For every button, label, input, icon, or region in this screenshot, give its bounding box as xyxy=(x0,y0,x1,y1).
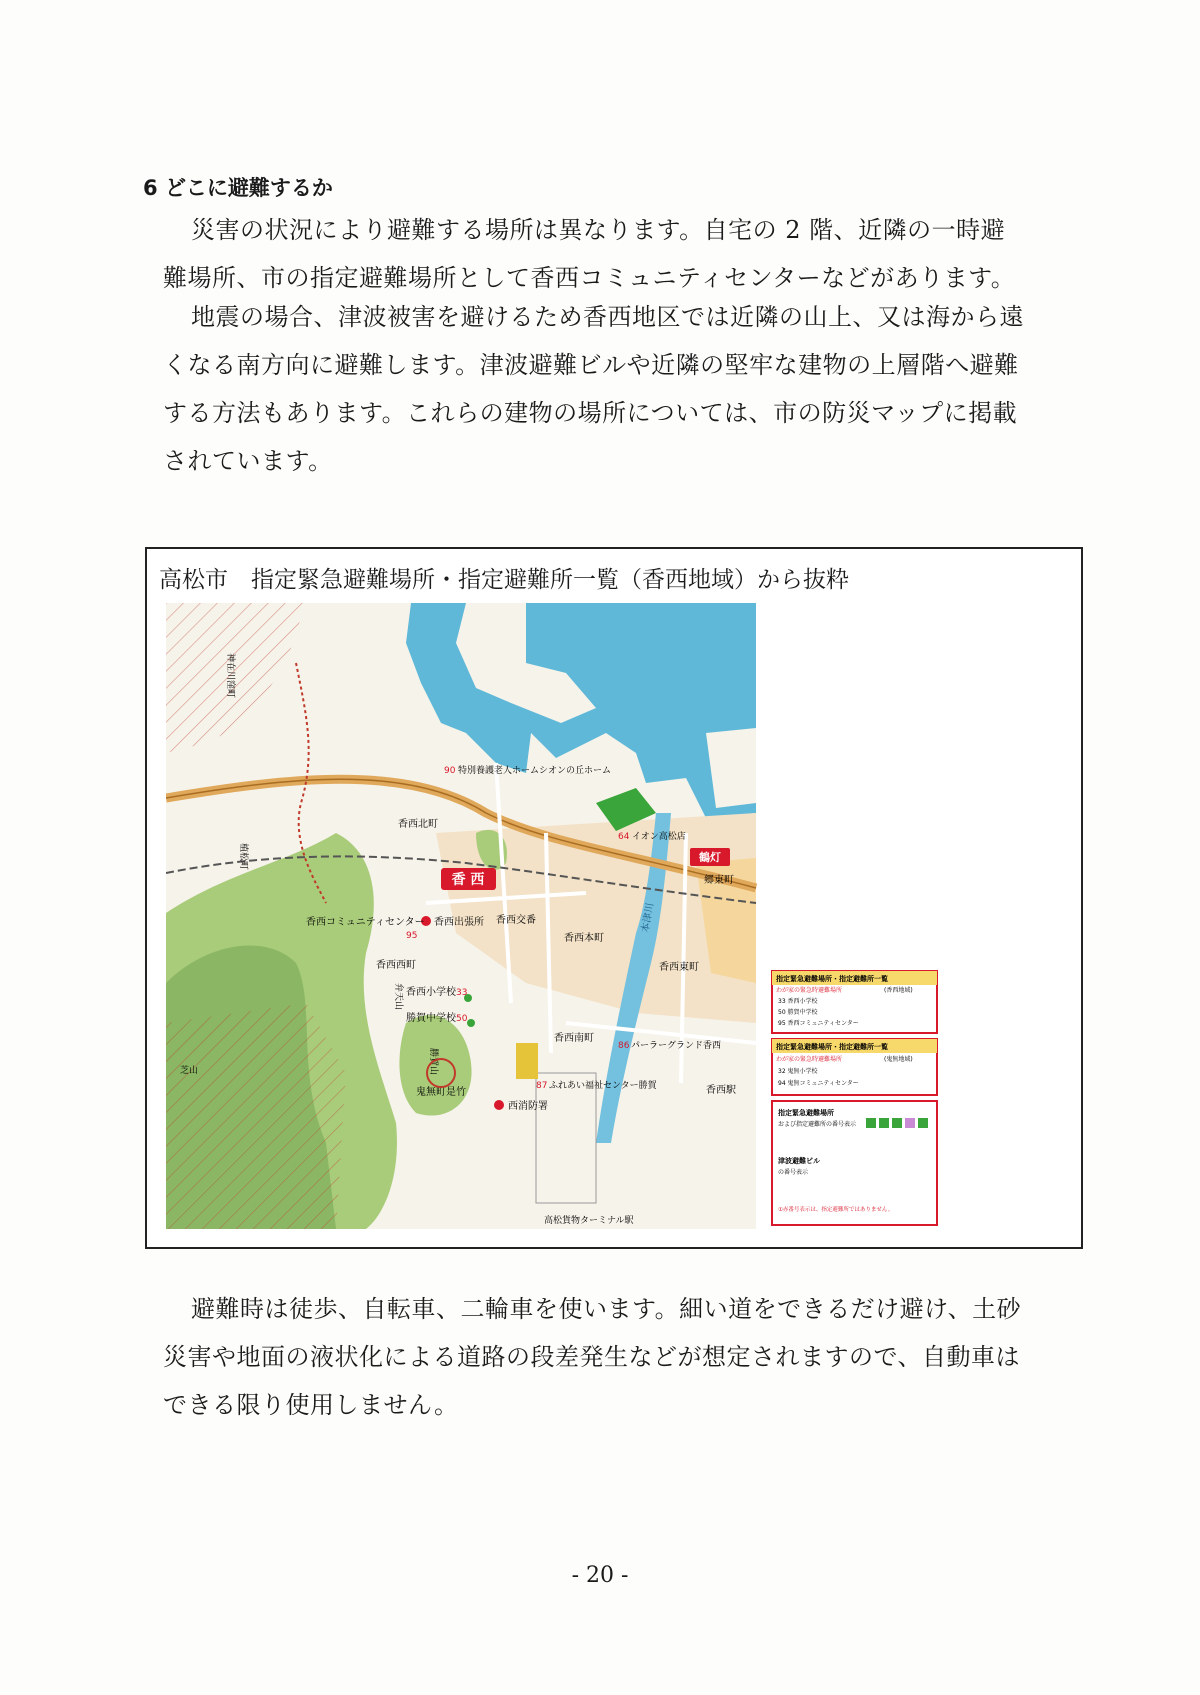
parlor-num: 86 xyxy=(618,1041,630,1051)
legend-swatch xyxy=(918,1118,928,1128)
branch-label: 香西出張所 xyxy=(434,917,484,928)
place-shibayama: 芝山 xyxy=(180,1066,199,1076)
evacuation-map xyxy=(166,603,940,1229)
place-kozai-hon: 香西本町 xyxy=(564,933,604,944)
legend-symbols xyxy=(772,1101,937,1225)
place-katsuga: 勝賀山 xyxy=(428,1048,438,1076)
closing-paragraph xyxy=(163,1285,1033,1429)
junior-high-num: 50 xyxy=(456,1014,468,1024)
elementary-label: 香西小学校 xyxy=(406,987,456,998)
legend-swatch xyxy=(879,1118,889,1128)
paragraph-line: 災害の状況により避難する場所は異なります。自宅の 2 階、近隣の一時避 xyxy=(191,216,1006,244)
legend-kozai-subtitle: わが家の緊急時避難場所 xyxy=(776,987,843,994)
legend-kinashi xyxy=(772,1039,937,1095)
place-ueda: 植松町 xyxy=(238,843,248,871)
page-number: - 20 - xyxy=(571,1563,629,1588)
legend-kozai-area: (香西地域) xyxy=(884,987,913,994)
place-kinashi: 鬼無町是竹 xyxy=(416,1087,466,1098)
welfare-num: 87 xyxy=(536,1081,548,1091)
legend-bldg-title: 津波避難ビル xyxy=(778,1157,820,1165)
legend-symbols-subtitle: および指定避難所の番号表示 xyxy=(778,1121,857,1128)
police-box-label: 香西交番 xyxy=(496,915,536,926)
figure-caption: 高松市 指定緊急避難場所・指定避難所一覧（香西地域）から抜粋 xyxy=(159,567,849,593)
figure-box xyxy=(145,547,1083,1249)
legend-swatch xyxy=(866,1118,876,1128)
legend-note: ①赤番号表示は、指定避難所ではありません。 xyxy=(778,1207,894,1213)
place-kozai-station: 香西駅 xyxy=(706,1085,736,1096)
aeon-label: イオン高松店 xyxy=(632,832,686,842)
paragraph-line: する方法もあります。これらの建物の場所については、市の防災マップに掲載 xyxy=(163,399,1018,427)
paragraph-1 xyxy=(163,206,1033,302)
place-terminal: 高松貨物ターミナル駅 xyxy=(544,1216,634,1226)
paragraph-line: 避難時は徒歩、自転車、二輪車を使います。細い道をできるだけ避け、土砂 xyxy=(191,1295,1022,1323)
legend-kozai xyxy=(772,971,937,1033)
community-center-num: 95 xyxy=(406,931,418,941)
paragraph-line: 地震の場合、津波被害を避けるため香西地区では近隣の山上、又は海から遠 xyxy=(191,303,1024,331)
legend-kinashi-area: (鬼無地域) xyxy=(884,1056,913,1063)
community-center-label: 香西コミュニティセンター xyxy=(306,917,425,928)
paragraph-line: されています。 xyxy=(163,447,333,475)
legend-kinashi-item: 32 鬼無小学校 xyxy=(778,1068,818,1075)
station-badge: 鶴灯 xyxy=(699,851,721,864)
map-welfare-building xyxy=(516,1043,538,1079)
paragraph-2 xyxy=(163,293,1033,485)
section-title: どこに避難するか xyxy=(164,176,333,200)
place-river: 本津川 xyxy=(640,902,657,934)
place-benten: 弁天山 xyxy=(393,983,403,1011)
place-goto: 郷東町 xyxy=(704,875,734,886)
place-kozai-higashi: 香西東町 xyxy=(659,962,699,973)
place-kozai-nishi: 香西西町 xyxy=(376,960,416,971)
legend-swatch xyxy=(905,1118,915,1128)
paragraph-line: できる限り使用しません。 xyxy=(163,1391,459,1419)
paragraph-line: 難場所、市の指定避難場所として香西コミュニティセンターなどがあります。 xyxy=(163,264,1016,292)
aeon-num: 64 xyxy=(618,832,630,842)
legend-kozai-item: 50 勝賀中学校 xyxy=(778,1009,818,1016)
legend-kinashi-subtitle: わが家の緊急時避難場所 xyxy=(776,1056,843,1063)
nursing-home-num: 90 xyxy=(444,766,456,776)
legend-kozai-item: 95 香西コミュニティセンター xyxy=(778,1020,859,1027)
section-heading xyxy=(143,172,333,202)
map-hazard-zone-south xyxy=(166,1003,346,1229)
place-kozai-minami: 香西南町 xyxy=(554,1033,594,1044)
legend-swatch xyxy=(892,1118,902,1128)
elementary-num: 33 xyxy=(456,988,468,998)
nursing-home-label: 特別養護老人ホームシオンの丘ホーム xyxy=(458,766,612,776)
junior-high-label: 勝賀中学校 xyxy=(406,1013,456,1024)
district-badge: 香 西 xyxy=(451,872,485,888)
parlor-label: パーラーグランド香西 xyxy=(631,1041,722,1051)
legend-bldg-sub: の番号表示 xyxy=(778,1169,809,1176)
legend-kozai-title: 指定緊急避難場所・指定避難所一覧 xyxy=(776,975,888,983)
map-svg xyxy=(166,603,940,1229)
fire-station-marker xyxy=(494,1100,504,1110)
legend-kinashi-item: 94 鬼無コミュニティセンター xyxy=(778,1080,859,1087)
legend-symbols-title: 指定緊急避難場所 xyxy=(778,1109,834,1117)
junior-high-marker xyxy=(467,1019,475,1027)
legend-kozai-item: 33 香西小学校 xyxy=(778,998,818,1005)
welfare-label: ふれあい福祉センター勝賀 xyxy=(549,1081,657,1091)
section-number: 6 xyxy=(143,176,158,200)
paragraph-line: 災害や地面の液状化による道路の段差発生などが想定されますので、自動車は xyxy=(163,1343,1021,1371)
place-kozai-kita: 香西北町 xyxy=(398,819,438,830)
paragraph-line: くなる南方向に避難します。津波避難ビルや近隣の堅牢な建物の上層階へ避難 xyxy=(163,351,1019,379)
place-fire-station: 西消防署 xyxy=(508,1101,548,1112)
legend-kinashi-title: 指定緊急避難場所・指定避難所一覧 xyxy=(776,1043,888,1051)
place-shinzai: 神在川窪町 xyxy=(225,653,235,699)
